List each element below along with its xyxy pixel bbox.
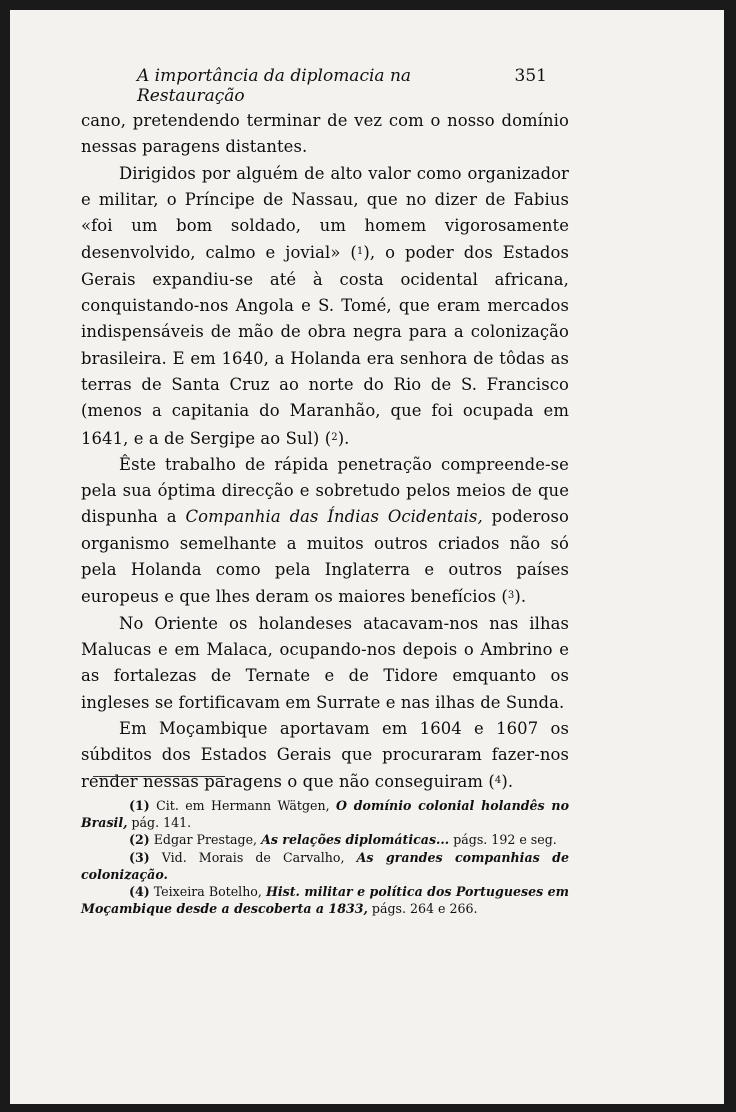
paragraph-3: [81, 452, 569, 611]
footnote-ref-1: 1: [356, 246, 364, 258]
footnote-ref-2: 2: [331, 431, 338, 443]
paragraph-3-text-b: poderoso organismo semelhante a muitos outros criados não só pela Holanda como pela Inglaterra e outros países europeus e que lhes deram os maiores benefícios (: [81, 507, 569, 607]
footnote-1: [81, 797, 569, 831]
running-header: [137, 66, 547, 106]
company-name-italic: Companhia das Índias Ocidentais,: [185, 507, 483, 527]
footnote-pages: págs. 192 e seg.: [449, 832, 557, 848]
paragraph-3-text-a: Êste trabalho de rápida penetração compreende-se pela sua óptima direcção e sobretudo pelos meios de que dispunha a: [81, 454, 569, 527]
footnote-4: [81, 883, 569, 917]
footnotes: [81, 797, 569, 917]
footnote-title: Hist. militar e política dos Portugueses em Moçambique desde a descoberta a 1833,: [81, 884, 569, 917]
footnote-text: Edgar Prestage,: [153, 832, 262, 848]
paragraph-4: [81, 611, 569, 716]
paragraph-5-text-b: ).: [501, 772, 514, 792]
footnote-text: Cit. em Hermann Wätgen,: [156, 798, 336, 813]
footnote-separator: [93, 776, 225, 777]
paragraph-2-text-b: ), o poder dos Estados Gerais expandiu-se até à costa ocidental africana, conquistando-nos Angola e S. Tomé, que eram mercados indispensáveis de mão de obra negra para a colonização brasileira. E em 1640, a Holanda era senhora de tôdas as terras de Santa Cruz ao norte do Rio de S. Francisco (menos a capitania do Maranhão, que foi ocupada em 1641, e a de Sergipe ao Sul) (: [81, 243, 569, 448]
footnote-pages: pág. 141.: [127, 815, 192, 831]
footnote-number: (2): [129, 832, 150, 848]
footnote-title: As relações diplomáticas...: [261, 832, 450, 848]
main-text: [81, 108, 569, 796]
paragraph-4-text: No Oriente os holandeses atacavam-nos nas ilhas Malucas e em Malaca, ocupando-nos depois o Ambrino e as fortalezas de Ternate e de Tidore emquanto os ingleses se fortificavam em Surrate e nas ilhas de Sunda.: [81, 613, 569, 712]
footnote-2: [81, 831, 569, 848]
footnote-ref-4: 4: [494, 775, 502, 787]
footnote-text: Vid. Morais de Carvalho,: [161, 849, 357, 865]
footnote-title: As grandes companhias de colonização.: [81, 849, 569, 882]
paragraph-5-text-a: Em Moçambique aportavam em 1604 e 1607 os súbditos dos Estados Gerais que procuraram fazer-nos render nessas paragens o que não conseguiram (: [81, 718, 569, 792]
footnote-number: (1): [129, 798, 150, 813]
footnote-3: [81, 849, 569, 883]
page-number: 351: [514, 66, 547, 86]
paragraph-1-text: cano, pretendendo terminar de vez com o nosso domínio nessas paragens distantes.: [81, 111, 569, 157]
footnote-text: Teixeira Botelho,: [153, 884, 266, 900]
running-title: A importância da diplomacia na Restauração: [137, 66, 412, 106]
paragraph-5: [81, 716, 569, 796]
footnote-number: (4): [129, 884, 150, 900]
footnote-ref-3: 3: [507, 590, 515, 602]
footnote-pages: págs. 264 e 266.: [367, 901, 478, 917]
paragraph-2-text-a: Dirigidos por alguém de alto valor como organizador e militar, o Príncipe de Nassau, que no dizer de Fabius «foi um bom soldado, um homem vigorosamente desenvolvido, calmo e jovial» (: [81, 163, 569, 263]
footnote-title: O domínio colonial holandês no Brasil,: [81, 798, 569, 831]
footnote-number: (3): [129, 849, 150, 865]
paragraph-2: [81, 161, 569, 452]
paragraph-2-text-c: ).: [337, 428, 350, 448]
paragraph-1: [81, 108, 569, 161]
paragraph-3-text-c: ).: [514, 587, 527, 607]
